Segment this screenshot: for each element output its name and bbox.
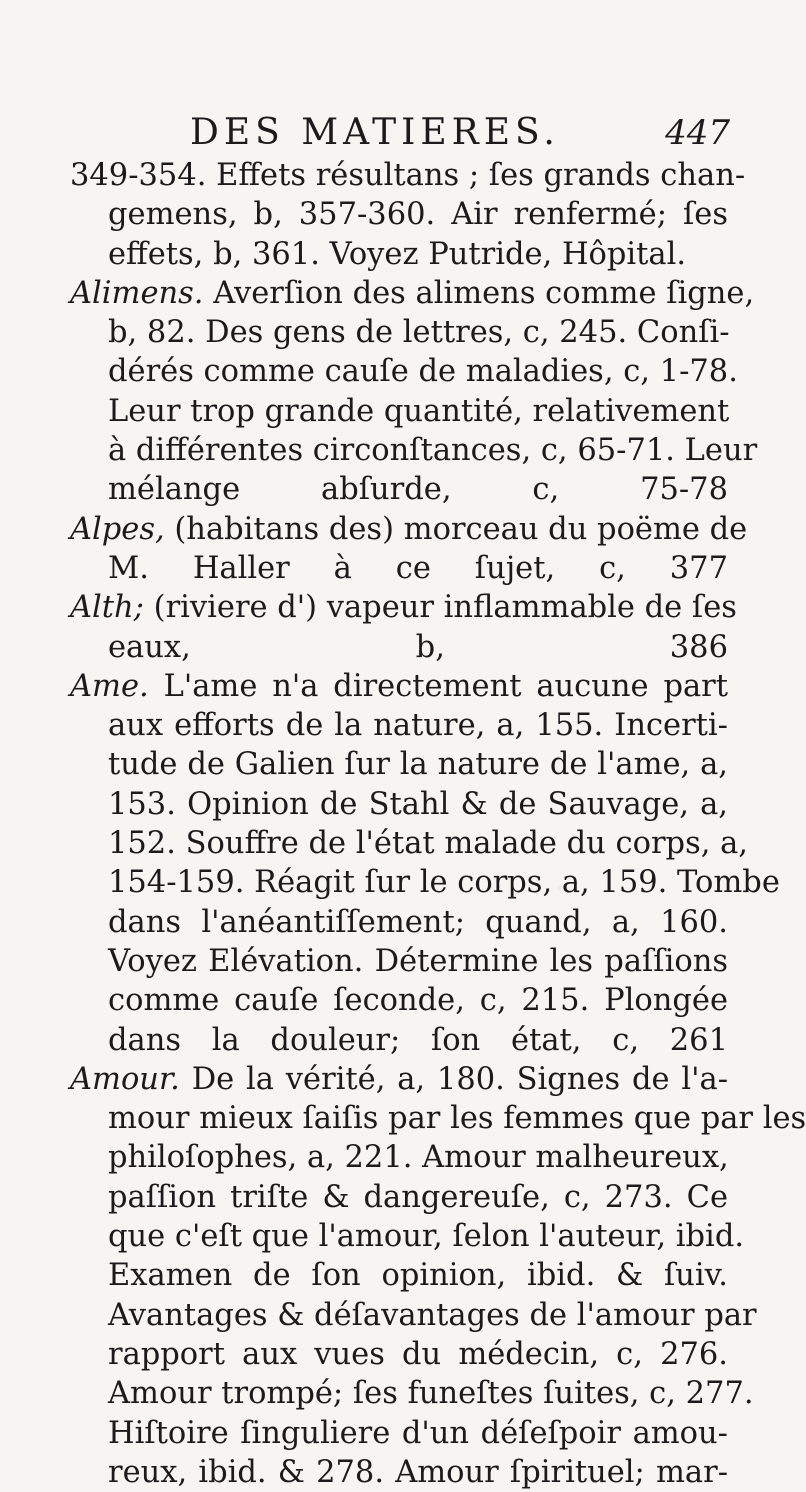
index-line xyxy=(68,863,780,902)
index-line-text: Examen de ſon opinion, ibid. & ſuiv. xyxy=(108,1258,728,1294)
index-line xyxy=(68,1414,728,1453)
index-line-text: L'ame n'a directement aucune part xyxy=(163,668,728,704)
index-line xyxy=(68,1217,745,1256)
index-line xyxy=(68,785,728,824)
page-number: 447 xyxy=(665,113,730,153)
index-line xyxy=(68,745,728,784)
index-line xyxy=(68,706,728,745)
index-line xyxy=(68,588,737,627)
index-line-text: philoſophes, a, 221. Amour malheureux, xyxy=(108,1140,729,1176)
index-line xyxy=(68,235,728,274)
index-headword: Ame. xyxy=(70,668,149,704)
index-line-text: Avantages & déſavantages de l'amour par xyxy=(108,1297,757,1333)
index-entry xyxy=(68,274,758,510)
index-line xyxy=(68,903,728,942)
index-line-text: Averſion des alimens comme ſigne, xyxy=(213,275,755,311)
index-line xyxy=(68,1374,754,1413)
index-line xyxy=(68,313,728,352)
index-line-text: rapport aux vues du médecin, c, 276. xyxy=(108,1336,728,1372)
index-line-text: eaux, b, 386 xyxy=(108,629,728,665)
index-entry xyxy=(68,156,746,274)
index-line xyxy=(68,942,728,981)
index-line xyxy=(68,549,728,588)
index-line-text: dans la douleur; ſon état, c, 261 xyxy=(108,1022,728,1058)
index-line xyxy=(68,1021,728,1060)
index-line-text: Leur trop grande quantité, relativement xyxy=(108,393,730,429)
index-line-text: mour mieux ſaiſis par les femmes que par les xyxy=(108,1101,806,1137)
index-line xyxy=(68,1335,728,1374)
index-line xyxy=(68,1296,757,1335)
index-line xyxy=(68,156,746,195)
index-entry xyxy=(68,667,780,1060)
index-line-text: reux, ibid. & 278. Amour ſpirituel; mar- xyxy=(108,1454,728,1490)
index-headword: Amour. xyxy=(70,1061,180,1097)
index-line-text: b, 82. Des gens de lettres, c, 245. Conſi- xyxy=(108,315,730,351)
index-line xyxy=(68,392,728,431)
index-line-text: à différentes circonſtances, c, 65-71. Leur xyxy=(108,433,758,469)
index-line-text: (habitans des) morceau du poëme de xyxy=(174,511,748,547)
index-line xyxy=(68,628,728,667)
index-line xyxy=(68,824,748,863)
index-line-text: M. Haller à ce ſujet, c, 377 xyxy=(108,550,728,586)
index-line-text: dans l'anéantiſſement; quand, a, 160. xyxy=(108,904,728,940)
index-line-text: 154-159. Réagit ſur le corps, a, 159. Tombe xyxy=(108,865,780,901)
index-body xyxy=(68,156,806,1492)
index-line xyxy=(68,470,728,509)
index-line xyxy=(68,195,728,234)
index-line-text: Voyez Elévation. Détermine les paſſions xyxy=(108,943,728,979)
index-line xyxy=(68,274,755,313)
index-line-text: dérés comme cauſe de maladies, c, 1-78. xyxy=(108,354,738,390)
index-line xyxy=(68,1060,728,1099)
index-entry xyxy=(68,588,737,667)
index-line-text: paſſion triſte & dangereuſe, c, 273. Ce xyxy=(108,1179,728,1215)
index-headword: Alimens. xyxy=(70,275,204,311)
index-line xyxy=(68,1099,806,1138)
index-line xyxy=(68,981,728,1020)
index-line-text: (riviere d') vapeur inflammable de ſes xyxy=(153,590,737,626)
index-headword: Alpes, xyxy=(70,511,165,547)
index-line-text: que c'eſt que l'amour, ſelon l'auteur, ibid. xyxy=(108,1219,745,1255)
index-line xyxy=(68,352,738,391)
index-line-text: tude de Galien ſur la nature de l'ame, a, xyxy=(108,747,728,783)
running-title: DES MATIERES. xyxy=(190,112,560,153)
index-line-text: aux efforts de la nature, a, 155. Incerti- xyxy=(108,708,728,744)
index-line-text: mélange abſurde, c, 75-78 xyxy=(108,472,728,508)
index-line-text: 153. Opinion de Stahl & de Sauvage, a, xyxy=(108,786,728,822)
index-line xyxy=(68,510,748,549)
index-line xyxy=(68,667,728,706)
index-line-text: De la vérité, a, 180. Signes de l'a- xyxy=(191,1061,729,1097)
index-entry xyxy=(68,1060,806,1492)
index-line-text: 349-354. Effets résultans ; ſes grands chan- xyxy=(70,158,746,193)
index-line xyxy=(68,1138,728,1177)
running-header xyxy=(190,108,730,158)
index-line xyxy=(68,1178,728,1217)
index-line-text: Hiſtoire ſinguliere d'un déſeſpoir amou- xyxy=(108,1415,728,1451)
index-entry xyxy=(68,510,748,589)
index-line-text: gemens, b, 357-360. Air renfermé; ſes xyxy=(108,197,728,233)
index-line xyxy=(68,1453,728,1492)
index-headword: Alth; xyxy=(70,590,144,626)
index-line-text: effets, b, 361. Voyez Putride, Hôpital. xyxy=(108,236,687,272)
index-line-text: comme cauſe ſeconde, c, 215. Plongée xyxy=(108,983,728,1019)
index-line-text: 152. Souffre de l'état malade du corps, a, xyxy=(108,826,748,862)
index-line-text: Amour trompé; ſes funeſtes ſuites, c, 277. xyxy=(108,1376,754,1412)
index-line xyxy=(68,431,758,470)
index-line xyxy=(68,1256,728,1295)
